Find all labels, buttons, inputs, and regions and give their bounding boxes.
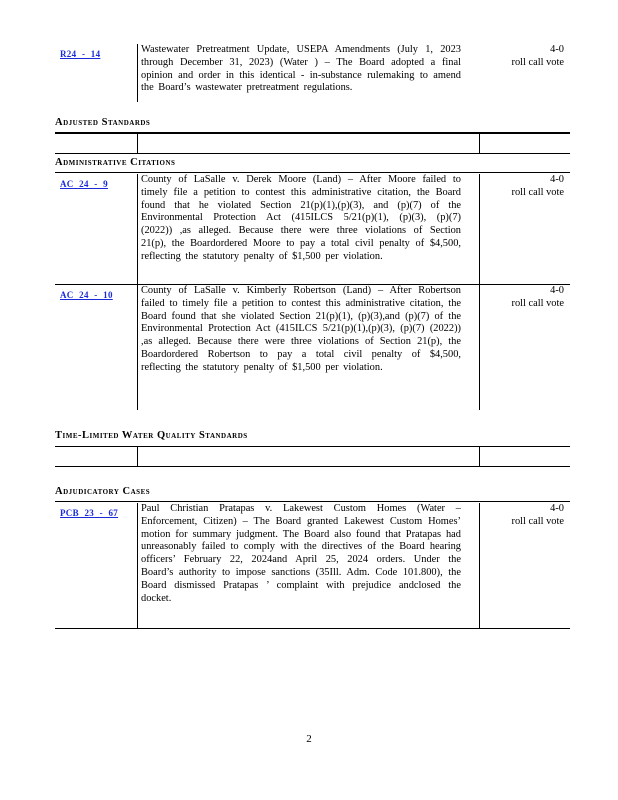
case-summary: Wastewater Pretreatment Update, USEPA Amendments (July 1, 2023 through December 31, 2023) (Water ) – The Board adopted a final opinion and order in this identical - in-substance rulemaking to amend the Board’s wastewater pretreatment regulations.: [141, 44, 461, 94]
case-summary: County of LaSalle v. Derek Moore (Land) – After Moore failed to timely file a petition to contest this administrative citation, the Board found that he violated Section 21(p)(1),(p)(3), and (p)(7) of the Environmental Protection Act (415ILCS 5/21(p)(1), (p)(3), (p)(7) (2022)) ,as alleged. Because there were three violations of Section 21(p), the Boardordered Moore to pay a total civil penalty of $4,500, reflecting the statutory penalty of $1,500 per violation.: [141, 174, 461, 262]
vote-type: roll call vote: [511, 515, 564, 527]
table-row: [55, 503, 570, 629]
section-heading-time-limited-water-quality-standards: Time-Limited Water Quality Standards: [55, 430, 248, 441]
empty-table-row: [55, 447, 570, 467]
vote-count: 4-0: [550, 285, 564, 296]
docket-link[interactable]: R24 - 14: [60, 49, 101, 59]
section-rule: [55, 172, 570, 173]
vote-count: 4-0: [550, 503, 564, 514]
section-heading-adjudicatory-cases: Adjudicatory Cases: [55, 486, 151, 497]
vote-count: 4-0: [550, 44, 564, 55]
section-rule: [55, 501, 570, 502]
docket-link[interactable]: AC 24 - 10: [60, 290, 113, 300]
docket-link[interactable]: PCB 23 - 67: [60, 508, 119, 518]
case-summary: County of LaSalle v. Kimberly Robertson (Land) – After Robertson failed to timely file a petition to contest this administrative citation, the Board found that she violated Section 21(p)(1), (p)(3),and (p)(7) of the Environmental Protection Act (415ILCS 5/21(p)(1),(p)(3), (p)(7) (2022)) ,as alleged. Because there were three violations of Section 21(p), the Boardordered Robertson to pay a total civil penalty of $4,500, reflecting the statutory penalty of $1,500 per violation.: [141, 285, 461, 373]
section-heading-administrative-citations: Administrative Citations: [55, 157, 176, 168]
empty-table-row: [55, 134, 570, 154]
section-heading-adjusted-standards: Adjusted Standards: [55, 117, 151, 128]
vote-type: roll call vote: [511, 186, 564, 198]
vote-count: 4-0: [550, 174, 564, 185]
case-summary: Paul Christian Pratapas v. Lakewest Custom Homes (Water – Enforcement, Citizen) – The Board granted Lakewest Custom Homes’ motion for summary judgment. The Board also found that Pratapas had unreasonably failed to comply with the directives of the Board hearing officers’ February 22, 2024and April 25, 2024 orders. Under the Board’s authority to impose sanctions (35Ill. Adm. Code 101.800), the Board dismissed Pratapas ’ complaint with prejudice andclosed the docket.: [141, 503, 461, 604]
vote-type: roll call vote: [511, 297, 564, 309]
vote-type: roll call vote: [511, 56, 564, 68]
page-number: 2: [306, 733, 312, 745]
docket-link[interactable]: AC 24 - 9: [60, 179, 108, 189]
table-row: [55, 285, 570, 410]
table-row: [55, 174, 570, 285]
table-row: [55, 44, 570, 102]
